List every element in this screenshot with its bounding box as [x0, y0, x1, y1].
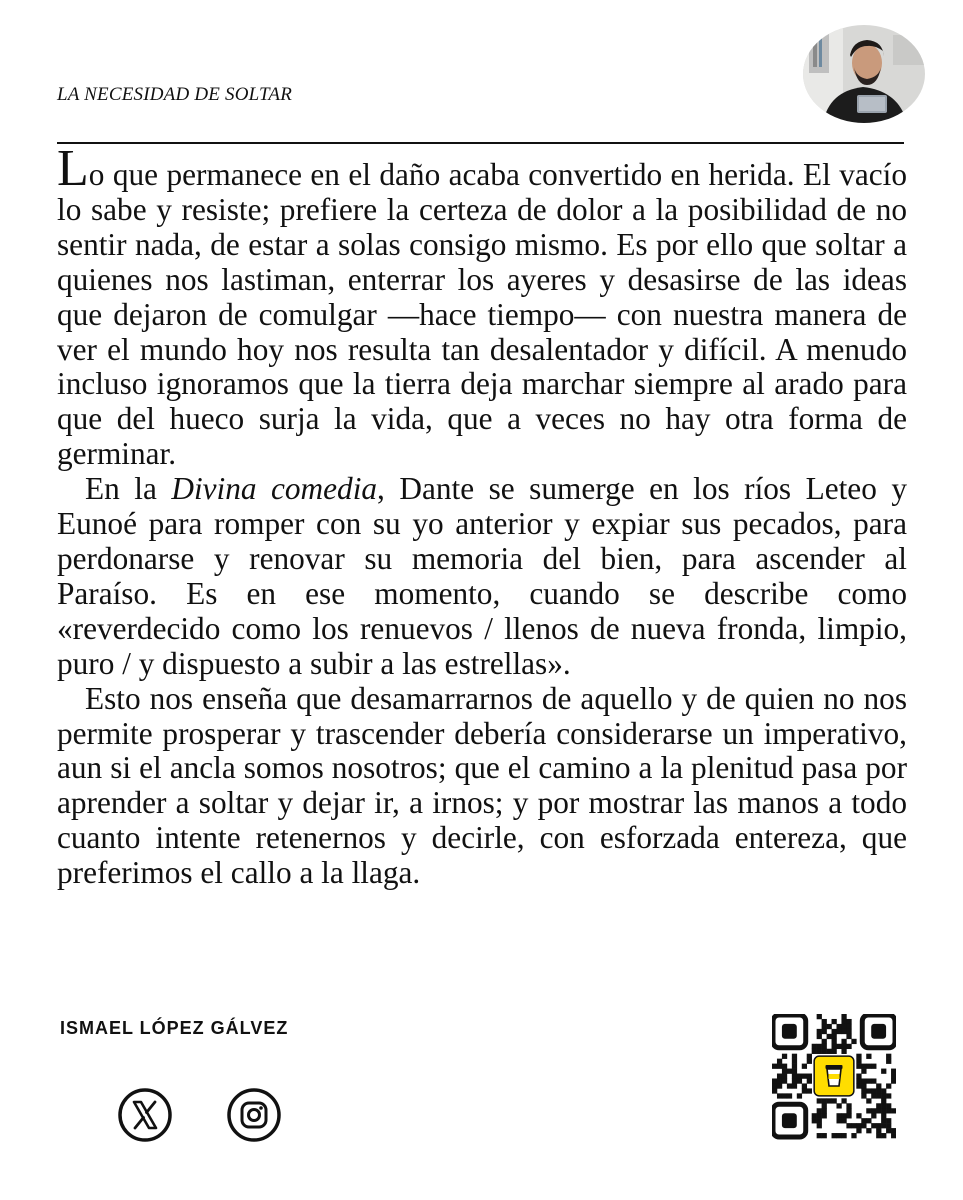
- header-divider: [57, 142, 904, 144]
- author-avatar: [803, 25, 925, 123]
- paragraph-1: [57, 140, 907, 472]
- x-logo-icon[interactable]: [117, 1087, 173, 1143]
- author-name: ISMAEL LÓPEZ GÁLVEZ: [60, 1018, 289, 1038]
- qr-finder-pattern: [773, 1015, 806, 1048]
- qr-code-icon[interactable]: [772, 1014, 896, 1140]
- paragraph-3: Esto nos enseña que desamarrarnos de aquello y de quien no nos permite prosperar y trascender debería considerarse un imperativo, aun si el ancla somos nosotros; que el camino a la plenitud pasa por aprender a soltar y dejar ir, a irnos; y por mostrar las manos a todo cuanto intente retenernos y decirle, con esforzada entereza, que preferimos el callo a la llaga.: [57, 680, 907, 891]
- qr-finder-pattern: [862, 1015, 895, 1048]
- paragraph-1-text: o que permanece en el daño acaba convertido en herida. El vacío lo sabe y resiste; prefiere la certeza de dolor a la posibilidad de no sentir nada, de estar a solas consigo mismo. Es por ello que soltar a quienes nos lastiman, enterrar los ayeres y desasirse de las ideas que dejaron de comulgar —hace tiempo— con nuestra manera de ver el mundo hoy nos resulta tan desalentador y difícil. A menudo incluso ignoramos que la tierra deja marchar siempre al arado para que del hueco surja la vida, que a veces no hay otra forma de germinar.: [57, 157, 907, 472]
- paragraph-2-lead: En la: [85, 471, 172, 507]
- instagram-icon[interactable]: [226, 1087, 282, 1143]
- buymeacoffee-cup-icon: [814, 1056, 854, 1096]
- drop-cap: L: [57, 140, 89, 197]
- qr-finder-pattern: [773, 1104, 806, 1137]
- paragraph-2-text: , Dante se sumerge en los ríos Leteo y Eunoé para romper con su yo anterior y expiar sus pecados, para perdonarse y renovar su memoria del bien, para ascender al Paraíso. Es en ese momento, cuando se describe como «reverdecido como los renuevos / llenos de nueva fronda, limpio, puro / y dispuesto a subir a las estrellas».: [57, 471, 907, 681]
- book-title: Divina comedia: [171, 471, 378, 507]
- article-body: [57, 140, 907, 891]
- paragraph-2: [57, 472, 907, 681]
- article-section-title: LA NECESIDAD DE SOLTAR: [57, 84, 293, 105]
